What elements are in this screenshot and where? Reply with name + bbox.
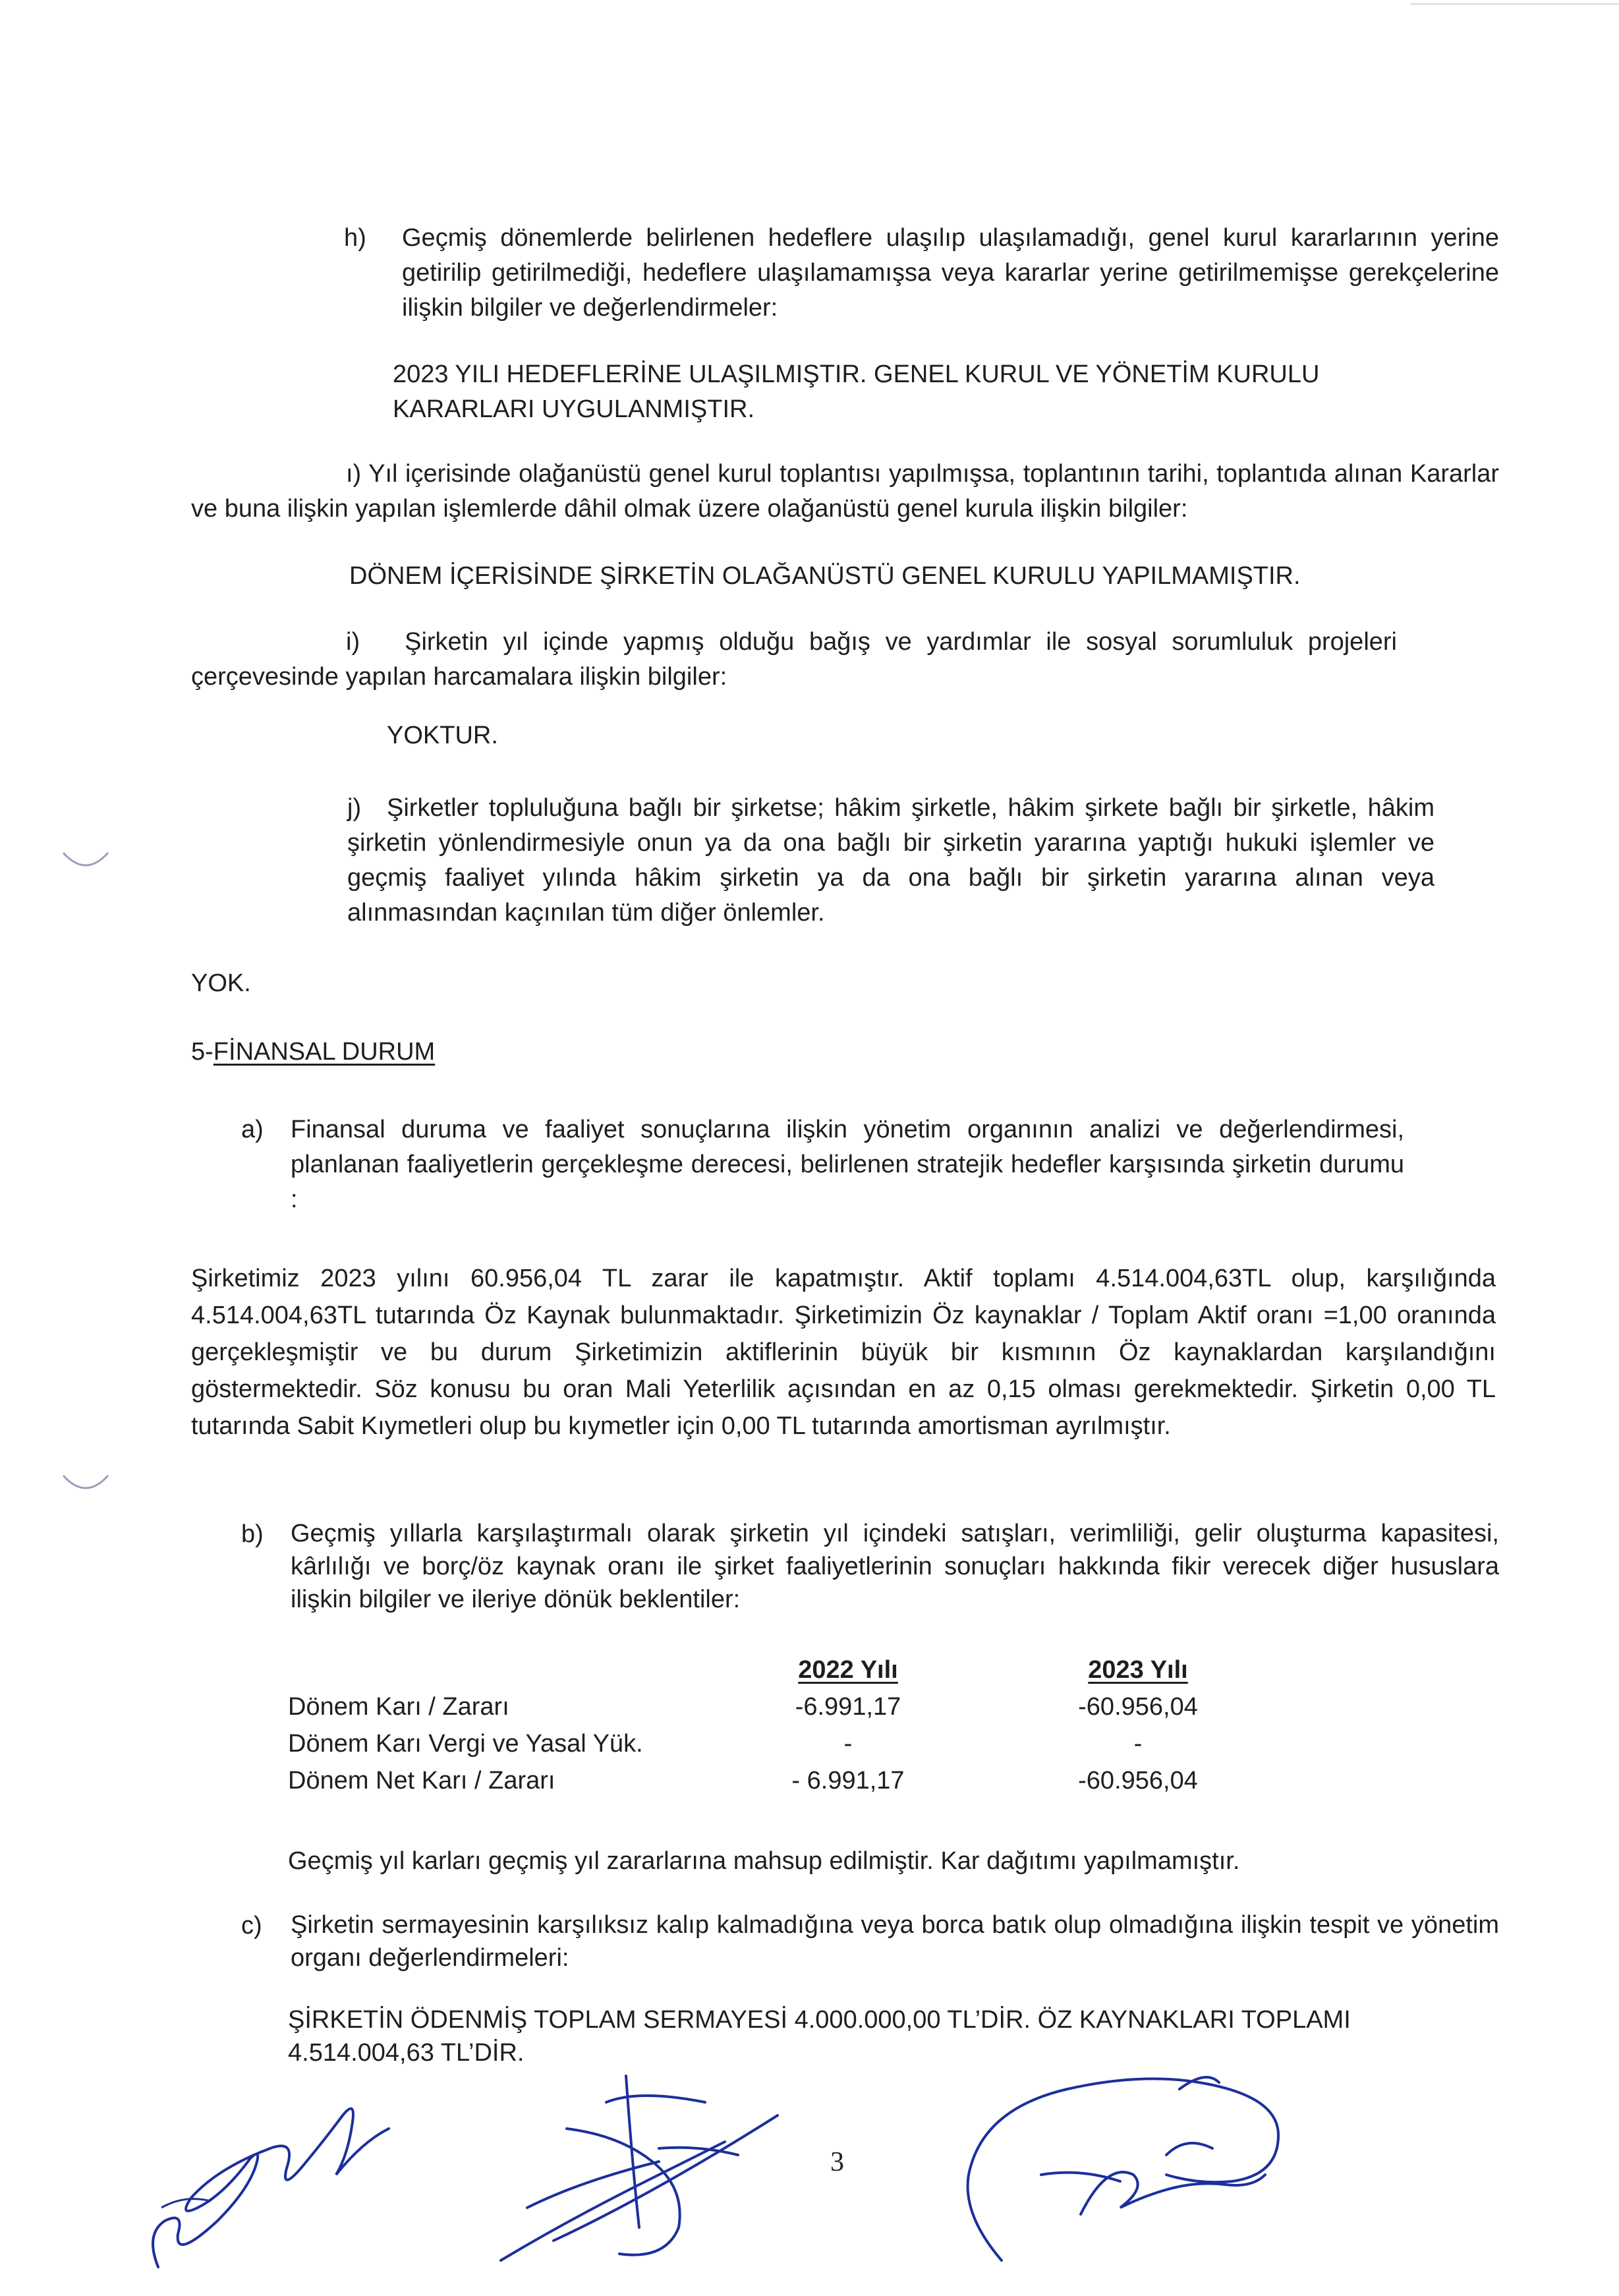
item-h-answer: 2023 YILI HEDEFLERİNE ULAŞILMIŞTIR. GENEL KURUL VE YÖNETİM KURULU KARARLARI UYGULANMIŞTIR. [393,360,1320,423]
item-h-marker: h) [344,224,366,252]
item-j-text: Şirketler topluluğuna bağlı bir şirketse; hâkim şirketle, hâkim şirkete bağlı bir şirketle, hâkim şirketin yönlendirmesiyle onun ya da ona bağlı bir şirketin yararına yaptığı hukuki işlemler ve geçmiş faaliyet yılında hâkim şirketin ya da ona bağlı bir şirketin yararına alınan veya alınmasından kaçınılan tüm diğer önlemler. [347,794,1434,927]
item-i-dotless-marker: ı) [346,460,362,488]
item-5a-answer: Şirketimiz 2023 yılını 60.956,04 TL zarar ile kapatmıştır. Aktif toplamı 4.514.004,63TL olup, karşılığında 4.514.004,63TL tutarında Öz Kaynak bulunmaktadır. Şirketimizin Öz kaynaklar / Toplam Aktif oranı =1,00 oranında gerçekleşmiştir ve bu durum Şirketimizin aktiflerinin büyük bir kısmının Öz kaynaklardan karşılandığını göstermektedir. Söz konusu bu oran Mali Yeterlilik açısından en az 0,15 olması gerekmektedir. Şirketin 0,00 TL tutarında Sabit Kıymetleri olup bu kıymetler için 0,00 TL tutarında amortisman ayrılmıştır. [191,1265,1496,1440]
section-5-heading [191,1035,435,1070]
item-5b-text: Geçmiş yıllarla karşılaştırmalı olarak şirketin yıl içindeki satışları, verimliliği, gelir oluşturma kapasitesi, kârlılığı ve borç/öz kaynak oranı ile şirket faaliyetlerinin sonuçları hakkında fikir verecek diğer hususlara ilişkin bilgiler ve ileriye dönük beklentiler: [291,1520,1499,1613]
item-5a-marker: a) [241,1116,264,1143]
table-row [288,1727,1237,1764]
item-i-dotless-answer: DÖNEM İÇERİSİNDE ŞİRKETİN OLAĞANÜSTÜ GENEL KURULU YAPILMAMIŞTIR. [349,562,1301,590]
item-i-body: Şirketin yıl içinde yapmış olduğu bağış ve yardımlar ile sosyal sorumluluk projeleri çerçevesinde yapılan harcamalara ilişkin bilgiler: [191,628,1397,691]
financial-comparison-table [288,1653,1237,1800]
item-5c-marker: c) [241,1912,262,1939]
page-number: 3 [830,2147,844,2177]
item-i-answer: YOKTUR. [387,722,498,749]
signature-1 [138,2069,481,2280]
item-5a-text: Finansal duruma ve faaliyet sonuçlarına ilişkin yönetim organının analizi ve değerlendirmesi, planlanan faaliyetlerin gerçekleşme derecesi, belirlenen stratejik hedefler karşısında şirketin durumu : [291,1116,1404,1213]
table-cell: - [843,1730,853,1758]
binder-mark-lower [59,1466,112,1506]
signature-2 [488,2063,843,2280]
item-5c-answer: ŞİRKETİN ÖDENMİŞ TOPLAM SERMAYESİ 4.000.000,00 TL’DİR. ÖZ KAYNAKLARI TOPLAMI 4.514.004,63 TL’DİR. [288,2006,1351,2067]
table-header-cell: 2022 Yılı [798,1656,898,1684]
binder-mark-upper [59,844,112,883]
scan-mark-top [0,0,1619,13]
item-i-marker: i) [346,628,360,656]
table-header-row [288,1653,1237,1690]
item-i-text [191,625,1397,695]
item-j-marker: j) [347,794,362,822]
item-5b-marker: b) [241,1520,264,1548]
table-cell: Dönem Karı Vergi ve Yasal Yük. [288,1730,643,1758]
table-cell: -6.991,17 [795,1693,901,1721]
table-cell: - 6.991,17 [791,1767,905,1794]
item-i-dotless-body: Yıl içerisinde olağanüstü genel kurul toplantısı yapılmışsa, toplantının tarihi, toplantıda alınan Kararlar ve buna ilişkin yapılan işlemlerde dâhil olmak üzere olağanüstü genel kurula ilişkin bilgiler: [191,460,1500,523]
table-cell: Dönem Karı / Zararı [288,1693,509,1721]
table-row [288,1764,1237,1800]
table-row [288,1690,1237,1727]
table-cell: - [1133,1730,1143,1758]
item-5b-note: Geçmiş yıl karları geçmiş yıl zararlarına mahsup edilmiştir. Kar dağıtımı yapılmamıştır. [288,1847,1240,1875]
item-j-answer: YOK. [191,969,251,997]
table-cell: -60.956,04 [1078,1693,1198,1721]
section-5-title: FİNANSAL DURUM [213,1038,436,1066]
item-h-text: Geçmiş dönemlerde belirlenen hedeflere ulaşılıp ulaşılamadığı, genel kurul kararlarının yerine getirilip getirilmediği, hedeflere ulaşılamamışsa veya kararlar yerine getirilmemişse gerekçelerine ilişkin bilgiler ve değerlendirmeler: [402,224,1499,322]
section-5-prefix: 5- [191,1038,213,1066]
table-cell: Dönem Net Karı / Zararı [288,1767,555,1794]
item-5c-text: Şirketin sermayesinin karşılıksız kalıp kalmadığına veya borca batık olup olmadığına ilişkin tespit ve yönetim organı değerlendirmeleri: [291,1911,1499,1972]
item-i-dotless-text [191,457,1499,527]
table-cell: -60.956,04 [1078,1767,1198,1794]
table-header-cell: 2023 Yılı [1088,1656,1188,1684]
signature-3 [949,2050,1318,2274]
